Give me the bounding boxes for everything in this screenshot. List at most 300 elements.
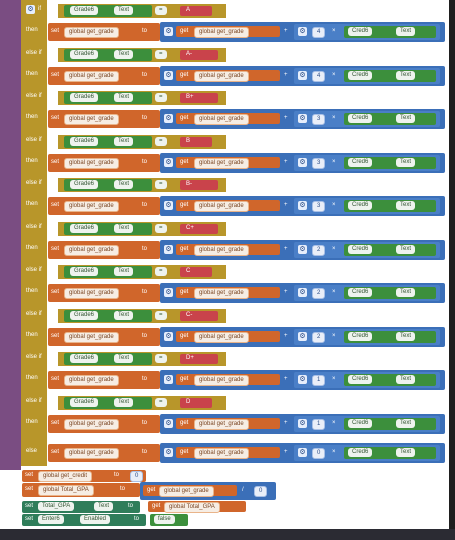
get-grade-var-dropdown[interactable]: global get_grade xyxy=(159,486,214,497)
compare-block[interactable] xyxy=(64,5,152,17)
set-grade-block[interactable] xyxy=(48,67,160,85)
add-mutator-gear-icon[interactable]: ⚙ xyxy=(165,289,172,296)
else-if-keyword: else if xyxy=(26,398,42,404)
set-grade-block[interactable] xyxy=(48,23,160,41)
procedure-block-rail[interactable] xyxy=(0,0,21,470)
grade-literal-value: B+ xyxy=(186,94,194,100)
credit-component-dropdown[interactable]: Cred6 xyxy=(348,288,372,297)
multiply-block[interactable] xyxy=(294,24,440,40)
times-operator: × xyxy=(332,246,336,252)
multiply-mutator-gear-icon[interactable]: ⚙ xyxy=(299,449,306,456)
credit-property-dropdown[interactable]: Text xyxy=(396,114,415,123)
then-keyword: then xyxy=(26,158,38,164)
grade-literal-value: A xyxy=(186,7,191,13)
plus-operator: + xyxy=(284,246,288,252)
set-keyword: set xyxy=(25,472,34,478)
credit-text-getter[interactable] xyxy=(344,26,436,38)
set-grade-block[interactable] xyxy=(48,444,160,462)
get-grade-block[interactable] xyxy=(176,200,280,211)
equals-operator-dropdown[interactable]: = xyxy=(155,6,167,15)
equals-operator-dropdown[interactable]: = xyxy=(155,267,167,276)
divide-operator: / xyxy=(242,487,244,493)
then-keyword: then xyxy=(26,332,38,338)
grade-property-dropdown[interactable]: Text xyxy=(114,398,133,407)
get-grade-block[interactable] xyxy=(176,447,280,458)
to-keyword: to xyxy=(120,486,126,492)
to-keyword: to xyxy=(142,333,148,339)
multiply-block[interactable] xyxy=(294,416,440,432)
multiply-block[interactable] xyxy=(294,445,440,461)
get-grade-var-dropdown[interactable]: global get_grade xyxy=(64,245,119,256)
times-operator: × xyxy=(332,376,336,382)
to-keyword: to xyxy=(142,246,148,252)
to-keyword: to xyxy=(128,503,134,509)
set-keyword: set xyxy=(51,449,60,455)
credit-value[interactable]: 0 xyxy=(130,471,143,482)
set-grade-block[interactable] xyxy=(48,110,160,128)
set-grade-block[interactable] xyxy=(48,241,160,259)
get-grade-var-dropdown[interactable]: global get_grade xyxy=(64,419,119,430)
set-grade-block[interactable] xyxy=(48,328,160,346)
grade-property-dropdown[interactable]: Text xyxy=(114,354,133,363)
grade-text-literal[interactable] xyxy=(180,267,212,277)
to-keyword: to xyxy=(142,72,148,78)
false-value[interactable]: false xyxy=(154,515,175,524)
compare-block[interactable] xyxy=(64,92,152,104)
to-keyword: to xyxy=(142,420,148,426)
get-grade-block[interactable] xyxy=(176,113,280,124)
grade-text-literal[interactable] xyxy=(180,224,218,234)
multiplier-value[interactable]: 2 xyxy=(312,288,325,299)
set-total-gpa-text-block[interactable] xyxy=(22,501,140,513)
credit-property-dropdown[interactable]: Text xyxy=(396,71,415,80)
add-mutator-gear-icon[interactable]: ⚙ xyxy=(165,376,172,383)
set-total-gpa-var-block[interactable] xyxy=(22,483,140,497)
grade-component-dropdown[interactable]: Grade6 xyxy=(70,398,98,407)
false-literal-block[interactable] xyxy=(150,514,188,526)
to-keyword: to xyxy=(142,289,148,295)
total-gpa-var-dropdown[interactable]: global Total_GPA xyxy=(164,502,220,513)
times-operator: × xyxy=(332,28,336,34)
multiply-mutator-gear-icon[interactable]: ⚙ xyxy=(299,420,306,427)
credit-text-getter[interactable] xyxy=(344,447,436,459)
to-keyword: to xyxy=(142,115,148,121)
get-keyword: get xyxy=(180,289,189,295)
else-if-keyword: else if xyxy=(26,93,42,99)
add-block[interactable] xyxy=(160,22,445,42)
else-if-keyword: else if xyxy=(26,137,42,143)
else-if-keyword: else if xyxy=(26,267,42,273)
grade-text-literal[interactable] xyxy=(180,93,218,103)
to-keyword: to xyxy=(142,376,148,382)
multiplier-value[interactable]: 2 xyxy=(312,332,325,343)
get-keyword: get xyxy=(180,159,189,165)
equals-operator-dropdown[interactable]: = xyxy=(155,137,167,146)
credit-property-dropdown[interactable]: Text xyxy=(396,288,415,297)
get-grade-var-dropdown[interactable]: global get_grade xyxy=(194,27,249,38)
get-grade-var-dropdown[interactable]: global get_grade xyxy=(64,201,119,212)
get-grade-var-dropdown[interactable]: global get_grade xyxy=(64,114,119,125)
equals-operator-dropdown[interactable]: = xyxy=(155,224,167,233)
set-keyword: set xyxy=(51,333,60,339)
multiplier-value[interactable]: 3 xyxy=(312,201,325,212)
set-keyword: set xyxy=(51,159,60,165)
set-keyword: set xyxy=(51,115,60,121)
enter-component-dropdown[interactable]: Enter6 xyxy=(38,515,64,524)
get-keyword: get xyxy=(180,420,189,426)
to-keyword: to xyxy=(114,472,120,478)
grade-literal-value: B- xyxy=(186,181,192,187)
credit-text-getter[interactable] xyxy=(344,374,436,386)
add-mutator-gear-icon[interactable]: ⚙ xyxy=(165,115,172,122)
grade-text-literal[interactable] xyxy=(180,6,212,16)
else-if-keyword: else if xyxy=(26,50,42,56)
plus-operator: + xyxy=(284,420,288,426)
divide-by-value[interactable]: 0 xyxy=(254,486,267,497)
set-grade-block[interactable] xyxy=(48,371,160,389)
get-keyword: get xyxy=(152,503,161,509)
get-grade-var-dropdown[interactable]: global get_grade xyxy=(194,448,249,459)
compare-block[interactable] xyxy=(64,49,152,61)
grade-property-dropdown[interactable]: Text xyxy=(114,50,133,59)
multiply-block[interactable] xyxy=(294,329,440,345)
to-keyword: to xyxy=(142,202,148,208)
get-grade-var-dropdown[interactable]: global get_grade xyxy=(64,332,119,343)
multiply-mutator-gear-icon[interactable]: ⚙ xyxy=(299,202,306,209)
add-mutator-gear-icon[interactable]: ⚙ xyxy=(165,28,172,35)
multiply-block[interactable] xyxy=(294,111,440,127)
credit-component-dropdown[interactable]: Cred6 xyxy=(348,27,372,36)
compare-block[interactable] xyxy=(64,266,152,278)
multiply-mutator-gear-icon[interactable]: ⚙ xyxy=(299,72,306,79)
grade-property-dropdown[interactable]: Text xyxy=(114,6,133,15)
multiplier-value[interactable]: 4 xyxy=(312,71,325,82)
add-block[interactable] xyxy=(160,327,445,347)
plus-operator: + xyxy=(284,115,288,121)
add-block[interactable] xyxy=(160,443,445,463)
get-grade-block[interactable] xyxy=(176,26,280,37)
workspace-edge xyxy=(449,0,455,529)
get-grade-var-dropdown[interactable]: global get_grade xyxy=(64,448,119,459)
set-grade-block[interactable] xyxy=(48,154,160,172)
grade-text-literal[interactable] xyxy=(180,137,212,147)
enter-property-dropdown[interactable]: Enabled xyxy=(80,515,110,524)
set-keyword: set xyxy=(51,28,60,34)
multiply-mutator-gear-icon[interactable]: ⚙ xyxy=(299,28,306,35)
to-keyword: to xyxy=(134,516,140,522)
equals-operator-dropdown[interactable]: = xyxy=(155,180,167,189)
multiplier-value[interactable]: 1 xyxy=(312,375,325,386)
multiply-mutator-gear-icon[interactable]: ⚙ xyxy=(299,376,306,383)
credit-property-dropdown[interactable]: Text xyxy=(396,419,415,428)
set-get-credit-block[interactable] xyxy=(22,470,146,482)
else-keyword: else xyxy=(26,448,38,454)
get-grade-var-dropdown[interactable]: global get_grade xyxy=(64,288,119,299)
grade-text-literal[interactable] xyxy=(180,180,218,190)
else-if-keyword: else if xyxy=(26,224,42,230)
credit-text-getter[interactable] xyxy=(344,418,436,430)
plus-operator: + xyxy=(284,289,288,295)
else-if-keyword: else if xyxy=(26,180,42,186)
credit-text-getter[interactable] xyxy=(344,113,436,125)
add-mutator-gear-icon[interactable]: ⚙ xyxy=(165,333,172,340)
set-keyword: set xyxy=(51,420,60,426)
total-gpa-property-dropdown[interactable]: Text xyxy=(94,502,113,511)
equals-operator-dropdown[interactable]: = xyxy=(155,311,167,320)
get-grade-var-dropdown[interactable]: global get_grade xyxy=(194,332,249,343)
credit-component-dropdown[interactable]: Cred6 xyxy=(348,419,372,428)
to-keyword: to xyxy=(142,28,148,34)
compare-block[interactable] xyxy=(64,223,152,235)
then-keyword: then xyxy=(26,71,38,77)
get-keyword: get xyxy=(180,449,189,455)
add-mutator-gear-icon[interactable]: ⚙ xyxy=(165,246,172,253)
total-gpa-component-dropdown[interactable]: Total_GPA xyxy=(38,502,74,511)
get-keyword: get xyxy=(180,246,189,252)
grade-text-literal[interactable] xyxy=(180,311,218,321)
credit-property-dropdown[interactable]: Text xyxy=(396,201,415,210)
then-keyword: then xyxy=(26,27,38,33)
get-grade-var-dropdown[interactable]: global get_grade xyxy=(194,245,249,256)
grade-component-dropdown[interactable]: Grade6 xyxy=(70,180,98,189)
grade-component-dropdown[interactable]: Grade6 xyxy=(70,311,98,320)
bottom-bar xyxy=(0,529,455,540)
credit-text-getter[interactable] xyxy=(344,287,436,299)
if-keyword: if xyxy=(38,6,41,12)
get-keyword: get xyxy=(180,28,189,34)
grade-literal-value: D xyxy=(186,399,191,405)
grade-component-dropdown[interactable]: Grade6 xyxy=(70,267,98,276)
times-operator: × xyxy=(332,72,336,78)
add-mutator-gear-icon[interactable]: ⚙ xyxy=(165,449,172,456)
plus-operator: + xyxy=(284,202,288,208)
credit-text-getter[interactable] xyxy=(344,70,436,82)
compare-block[interactable] xyxy=(64,353,152,365)
credit-property-dropdown[interactable]: Text xyxy=(396,245,415,254)
mutator-gear-icon[interactable]: ⚙ xyxy=(27,6,34,13)
then-keyword: then xyxy=(26,375,38,381)
get-grade-block[interactable] xyxy=(176,374,280,385)
else-if-keyword: else if xyxy=(26,354,42,360)
grade-property-dropdown[interactable]: Text xyxy=(114,93,133,102)
get-credit-var-dropdown[interactable]: global get_credit xyxy=(38,471,92,482)
grade-component-dropdown[interactable]: Grade6 xyxy=(70,93,98,102)
then-keyword: then xyxy=(26,288,38,294)
plus-operator: + xyxy=(284,376,288,382)
compare-block[interactable] xyxy=(64,397,152,409)
credit-property-dropdown[interactable]: Text xyxy=(396,158,415,167)
multiply-mutator-gear-icon[interactable]: ⚙ xyxy=(299,115,306,122)
get-keyword: get xyxy=(180,72,189,78)
grade-component-dropdown[interactable]: Grade6 xyxy=(70,354,98,363)
get-grade-block[interactable] xyxy=(176,244,280,255)
credit-component-dropdown[interactable]: Cred6 xyxy=(348,375,372,384)
times-operator: × xyxy=(332,115,336,121)
get-keyword: get xyxy=(180,115,189,121)
multiplier-value[interactable]: 3 xyxy=(312,158,325,169)
add-block[interactable] xyxy=(160,196,445,216)
get-keyword: get xyxy=(180,376,189,382)
else-if-keyword: else if xyxy=(26,311,42,317)
get-grade-var-dropdown[interactable]: global get_grade xyxy=(194,419,249,430)
get-grade-block[interactable] xyxy=(176,70,280,81)
credit-property-dropdown[interactable]: Text xyxy=(396,332,415,341)
add-block[interactable] xyxy=(160,66,445,86)
add-block[interactable] xyxy=(160,414,445,434)
credit-component-dropdown[interactable]: Cred6 xyxy=(348,114,372,123)
plus-operator: + xyxy=(284,72,288,78)
grade-property-dropdown[interactable]: Text xyxy=(114,311,133,320)
get-grade-var-dropdown[interactable]: global get_grade xyxy=(194,71,249,82)
set-keyword: set xyxy=(25,516,34,522)
set-grade-block[interactable] xyxy=(48,284,160,302)
add-mutator-gear-icon[interactable]: ⚙ xyxy=(165,159,172,166)
get-keyword: get xyxy=(180,202,189,208)
get-keyword: get xyxy=(180,333,189,339)
set-keyword: set xyxy=(51,72,60,78)
get-grade-var-dropdown[interactable]: global get_grade xyxy=(194,201,249,212)
set-keyword: set xyxy=(25,486,34,492)
add-block[interactable] xyxy=(160,283,445,303)
add-mutator-gear-icon[interactable]: ⚙ xyxy=(165,202,172,209)
multiply-mutator-gear-icon[interactable]: ⚙ xyxy=(299,289,306,296)
get-grade-block[interactable] xyxy=(176,287,280,298)
total-gpa-var-dropdown[interactable]: global Total_GPA xyxy=(38,485,94,496)
credit-text-getter[interactable] xyxy=(344,157,436,169)
then-keyword: then xyxy=(26,245,38,251)
to-keyword: to xyxy=(142,159,148,165)
get-grade-var-dropdown[interactable]: global get_grade xyxy=(64,71,119,82)
add-mutator-gear-icon[interactable]: ⚙ xyxy=(165,420,172,427)
set-enter-enabled-block[interactable] xyxy=(22,514,146,526)
times-operator: × xyxy=(332,420,336,426)
credit-text-getter[interactable] xyxy=(344,200,436,212)
get-grade-var-dropdown[interactable]: global get_grade xyxy=(64,27,119,38)
credit-property-dropdown[interactable]: Text xyxy=(396,27,415,36)
credit-property-dropdown[interactable]: Text xyxy=(396,448,415,457)
credit-text-getter[interactable] xyxy=(344,244,436,256)
multiply-block[interactable] xyxy=(294,372,440,388)
credit-component-dropdown[interactable]: Cred6 xyxy=(348,332,372,341)
set-keyword: set xyxy=(51,376,60,382)
then-keyword: then xyxy=(26,419,38,425)
multiply-block[interactable] xyxy=(294,155,440,171)
grade-property-dropdown[interactable]: Text xyxy=(114,180,133,189)
multiplier-value[interactable]: 1 xyxy=(312,419,325,430)
grade-literal-value: C xyxy=(186,268,191,274)
compare-block[interactable] xyxy=(64,136,152,148)
multiply-block[interactable] xyxy=(294,242,440,258)
grade-component-dropdown[interactable]: Grade6 xyxy=(70,6,98,15)
set-keyword: set xyxy=(51,246,60,252)
get-grade-block[interactable] xyxy=(176,418,280,429)
set-grade-block[interactable] xyxy=(48,197,160,215)
add-block[interactable] xyxy=(160,240,445,260)
credit-property-dropdown[interactable]: Text xyxy=(396,375,415,384)
divide-block[interactable] xyxy=(140,482,276,500)
credit-component-dropdown[interactable]: Cred6 xyxy=(348,448,372,457)
grade-component-dropdown[interactable]: Grade6 xyxy=(70,137,98,146)
times-operator: × xyxy=(332,289,336,295)
get-grade-block[interactable] xyxy=(143,485,237,496)
equals-operator-dropdown[interactable]: = xyxy=(155,93,167,102)
multiply-mutator-gear-icon[interactable]: ⚙ xyxy=(299,246,306,253)
grade-component-dropdown[interactable]: Grade6 xyxy=(70,50,98,59)
times-operator: × xyxy=(332,159,336,165)
add-block[interactable] xyxy=(160,153,445,173)
grade-property-dropdown[interactable]: Text xyxy=(114,137,133,146)
grade-literal-value: C- xyxy=(186,312,193,318)
get-total-gpa-block[interactable] xyxy=(148,501,246,512)
credit-component-dropdown[interactable]: Cred6 xyxy=(348,245,372,254)
times-operator: × xyxy=(332,333,336,339)
if-else-block[interactable] xyxy=(21,0,47,466)
credit-text-getter[interactable] xyxy=(344,331,436,343)
get-grade-var-dropdown[interactable]: global get_grade xyxy=(64,375,119,386)
compare-block[interactable] xyxy=(64,179,152,191)
grade-literal-value: D+ xyxy=(186,355,194,361)
grade-property-dropdown[interactable]: Text xyxy=(114,224,133,233)
grade-text-literal[interactable] xyxy=(180,398,212,408)
multiplier-value[interactable]: 0 xyxy=(312,448,325,459)
times-operator: × xyxy=(332,202,336,208)
multiply-block[interactable] xyxy=(294,198,440,214)
set-keyword: set xyxy=(51,202,60,208)
equals-operator-dropdown[interactable]: = xyxy=(155,50,167,59)
multiply-mutator-gear-icon[interactable]: ⚙ xyxy=(299,159,306,166)
set-grade-block[interactable] xyxy=(48,415,160,433)
credit-component-dropdown[interactable]: Cred6 xyxy=(348,201,372,210)
grade-text-literal[interactable] xyxy=(180,50,218,60)
compare-block[interactable] xyxy=(64,310,152,322)
credit-component-dropdown[interactable]: Cred6 xyxy=(348,71,372,80)
get-grade-var-dropdown[interactable]: global get_grade xyxy=(194,114,249,125)
multiplier-value[interactable]: 2 xyxy=(312,245,325,256)
to-keyword: to xyxy=(142,449,148,455)
grade-property-dropdown[interactable]: Text xyxy=(114,267,133,276)
plus-operator: + xyxy=(284,159,288,165)
get-grade-var-dropdown[interactable]: global get_grade xyxy=(194,375,249,386)
get-grade-var-dropdown[interactable]: global get_grade xyxy=(194,288,249,299)
multiply-block[interactable] xyxy=(294,68,440,84)
set-keyword: set xyxy=(51,289,60,295)
then-keyword: then xyxy=(26,201,38,207)
plus-operator: + xyxy=(284,28,288,34)
add-mutator-gear-icon[interactable]: ⚙ xyxy=(165,72,172,79)
get-keyword: get xyxy=(147,487,156,493)
grade-literal-value: C+ xyxy=(186,225,194,231)
equals-operator-dropdown[interactable]: = xyxy=(155,398,167,407)
multiplier-value[interactable]: 3 xyxy=(312,114,325,125)
multiplier-value[interactable]: 4 xyxy=(312,27,325,38)
multiply-mutator-gear-icon[interactable]: ⚙ xyxy=(299,333,306,340)
grade-text-literal[interactable] xyxy=(180,354,218,364)
then-keyword: then xyxy=(26,114,38,120)
add-block[interactable] xyxy=(160,370,445,390)
set-keyword: set xyxy=(25,503,34,509)
grade-literal-value: B xyxy=(186,138,191,144)
credit-component-dropdown[interactable]: Cred6 xyxy=(348,158,372,167)
add-block[interactable] xyxy=(160,109,445,129)
get-grade-block[interactable] xyxy=(176,331,280,342)
grade-component-dropdown[interactable]: Grade6 xyxy=(70,224,98,233)
get-grade-var-dropdown[interactable]: global get_grade xyxy=(194,158,249,169)
times-operator: × xyxy=(332,449,336,455)
get-grade-block[interactable] xyxy=(176,157,280,168)
multiply-block[interactable] xyxy=(294,285,440,301)
equals-operator-dropdown[interactable]: = xyxy=(155,354,167,363)
get-grade-var-dropdown[interactable]: global get_grade xyxy=(64,158,119,169)
